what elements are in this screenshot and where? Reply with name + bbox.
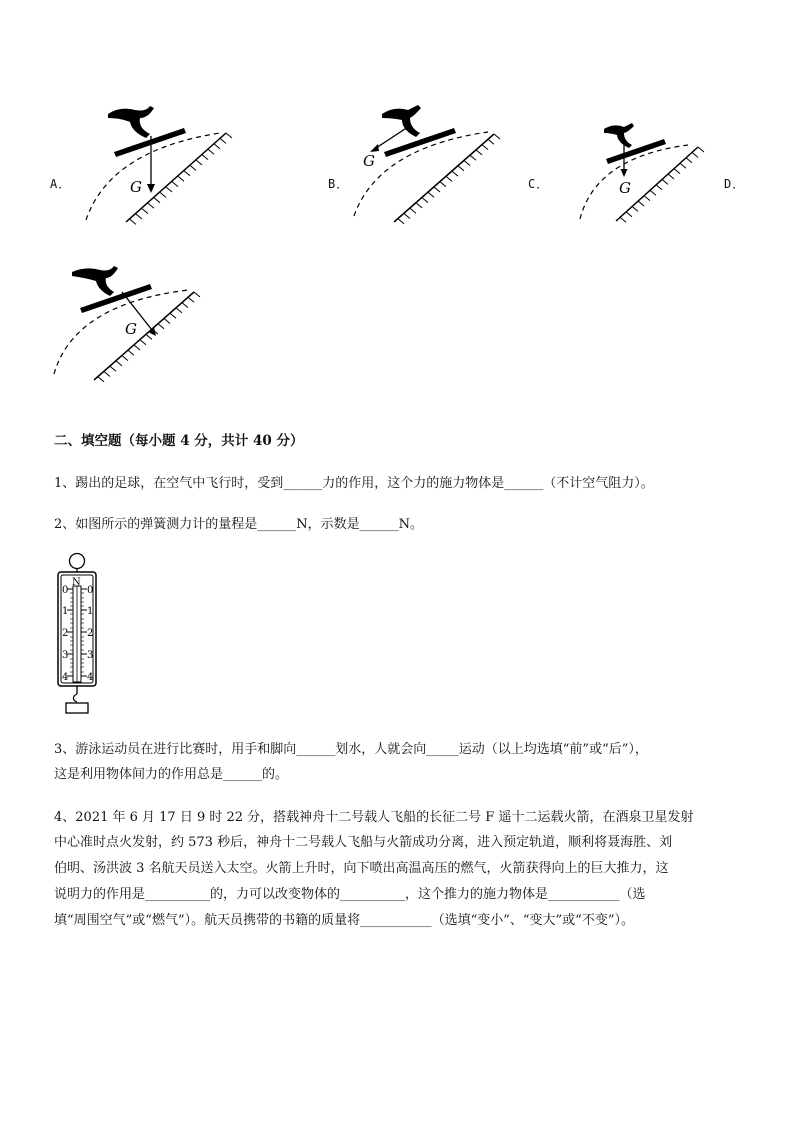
question-4-line-3: 伯明、汤洪波 3 名航天员送入太空。火箭上升时，向下喷出高温高压的燃气，火箭获得向上的巨大推力，这 [54, 861, 669, 876]
figure-c [570, 115, 710, 230]
figure-d [48, 262, 208, 387]
figure-b [348, 100, 508, 230]
gauge-tick-right: 1 [87, 606, 94, 617]
gauge-tick-right: 2 [87, 628, 94, 639]
question-4-line-5: 填“周围空气”或“燃气”）。航天员携带的书籍的质量将___________（选填“变小”、“变大”或“不变”）。 [54, 913, 634, 928]
gauge-tick-left: 4 [62, 672, 69, 683]
figure-a [80, 100, 240, 230]
gauge-tick-right: 0 [87, 585, 94, 596]
section-title: 二、填空题（每小题 4 分，共计 40 分） [54, 433, 304, 449]
gauge-tick-left: 0 [62, 585, 69, 596]
gravity-label: G [125, 320, 137, 338]
question-3-line-2: 这是利用物体间力的作用总是______的。 [54, 767, 289, 782]
question-2: 2、如图所示的弹簧测力计的量程是______N，示数是______N。 [54, 517, 424, 532]
question-4-line-1: 4、2021 年 6 月 17 日 9 时 22 分，搭载神舟十二号载人飞船的长征二号 F 遥十二运载火箭，在酒泉卫星发射 [54, 810, 694, 825]
gauge-tick-left: 1 [62, 606, 69, 617]
question-4-line-4: 说明力的作用是__________的，力可以改变物体的__________，这个推力的施力物体是___________（选 [54, 887, 646, 902]
question-3-line-1: 3、游泳运动员在进行比赛时，用手和脚向______划水，人就会向_____运动（以上均选填“前”或“后”）， [54, 742, 648, 757]
option-d-label: D． [724, 177, 746, 191]
question-4-line-2: 中心准时点火发射，约 573 秒后，神舟十二号载人飞船与火箭成功分离，进入预定轨道，顺利将聂海胜、刘 [54, 835, 673, 850]
spring-scale-figure [52, 552, 102, 716]
gauge-tick-left: 2 [62, 628, 69, 639]
option-c-label: C． [528, 177, 550, 191]
option-b-label: B． [328, 177, 350, 191]
gauge-tick-right: 4 [87, 672, 94, 683]
gauge-unit: N [72, 577, 81, 588]
gravity-label: G [130, 178, 142, 196]
gauge-tick-right: 3 [87, 650, 94, 661]
option-a-label: A． [50, 177, 72, 191]
gravity-label: G [363, 152, 375, 170]
gauge-tick-left: 3 [62, 650, 69, 661]
question-1: 1、踢出的足球，在空气中飞行时，受到______力的作用，这个力的施力物体是______（不计空气阻力）。 [54, 476, 654, 491]
gravity-label: G [619, 179, 631, 197]
